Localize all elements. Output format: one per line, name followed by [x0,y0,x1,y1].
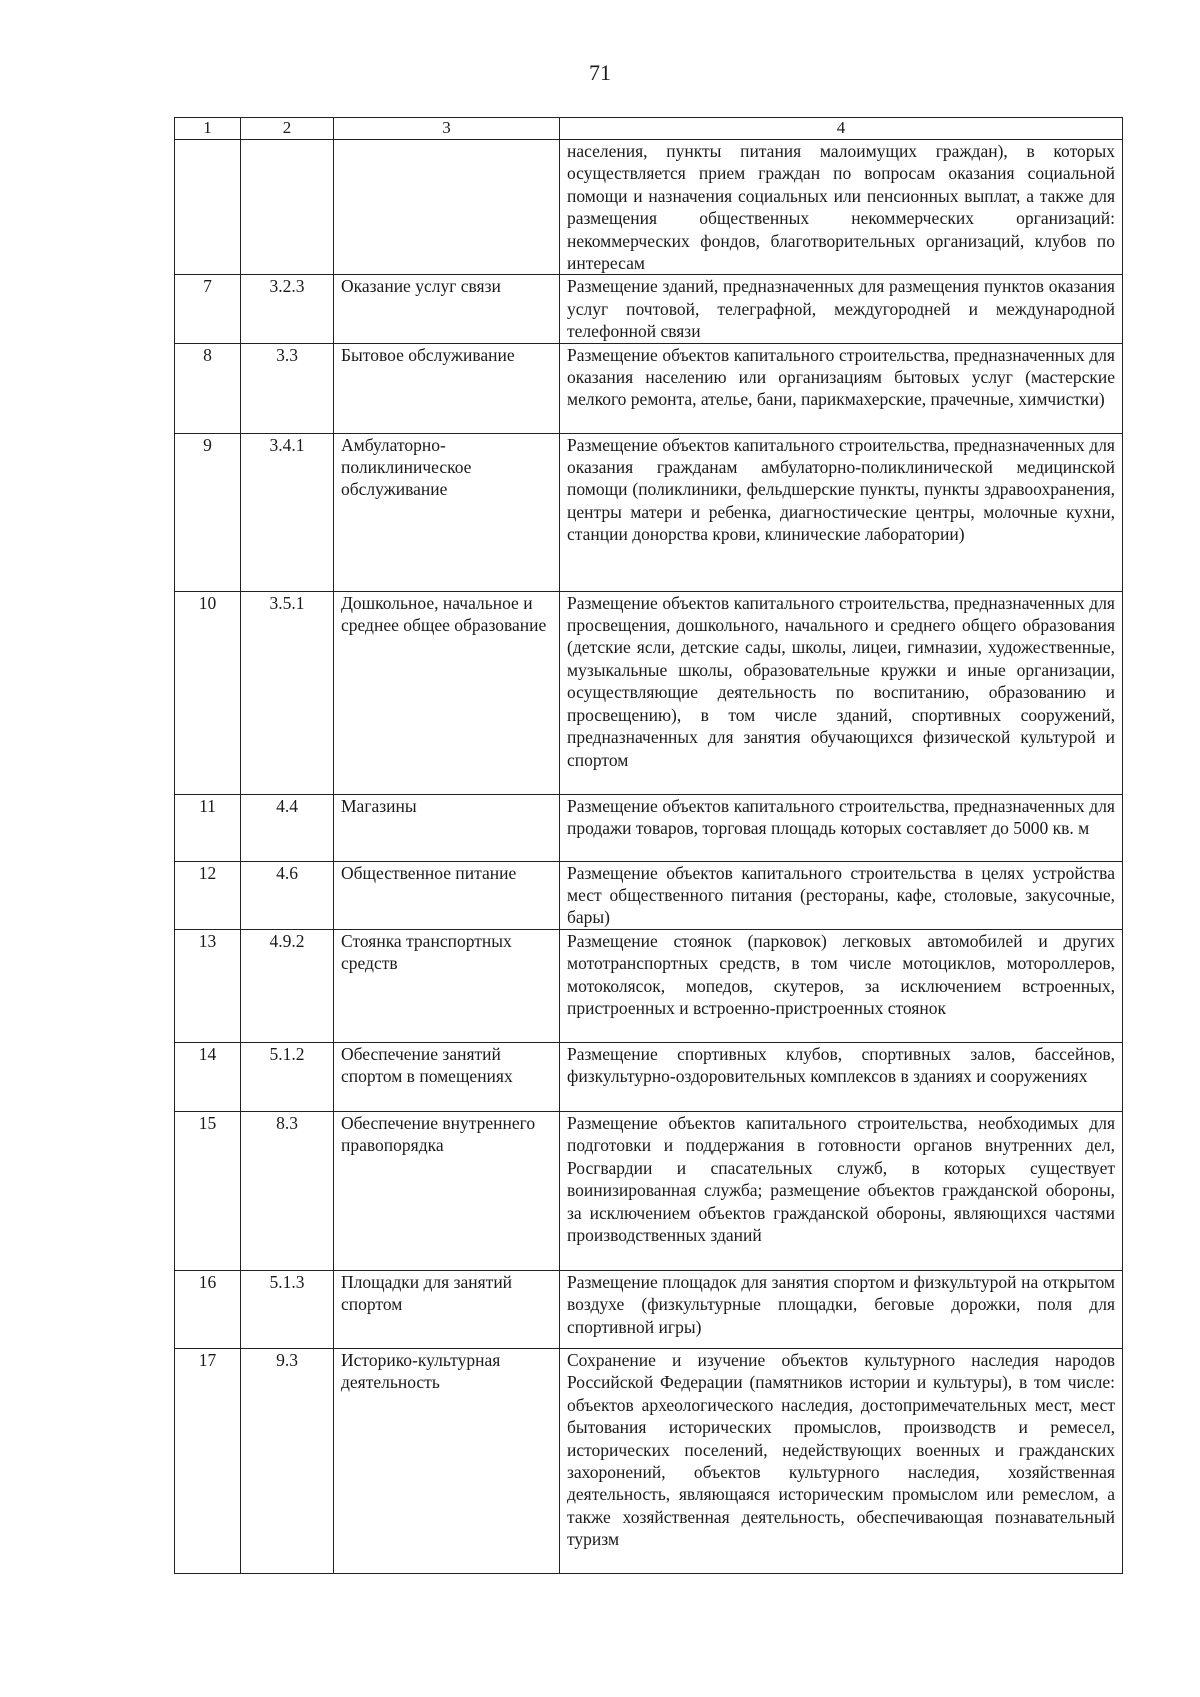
row-description: Размещение площадок для занятия спортом и физкультурой на открытом воздухе (физкультурные площадки, беговые дорожки, поля для спортивной игры) [560,1270,1123,1348]
row-code: 3.4.1 [241,433,334,591]
table-row [175,1348,1123,1573]
table-row [175,929,1123,1042]
row-name [334,140,560,275]
row-number: 7 [175,275,241,343]
row-number: 10 [175,591,241,794]
row-description: Размещение спортивных клубов, спортивных залов, бассейнов, физкультурно-оздоровительных комплексов в зданиях и сооружениях [560,1042,1123,1111]
header-col-2: 2 [241,118,334,140]
table-row [175,794,1123,861]
row-number: 17 [175,1348,241,1573]
row-name: Амбулаторно-поликлиническое обслуживание [334,433,560,591]
page-number: 71 [589,60,611,85]
table-header-row [175,118,1123,140]
row-code: 4.4 [241,794,334,861]
row-description: Размещение объектов капитального строительства, предназначенных для просвещения, дошкольного, начального и среднего общего образования (детские ясли, детские сады, школы, лицеи, гимназии, художественные, музыкальные школы, образовательные кружки и иные организации, осуществляющие деятельность по воспитанию, образованию и просвещению), в том числе зданий, спортивных сооружений, предназначенных для занятия обучающихся физической культурой и спортом [560,591,1123,794]
row-number: 13 [175,929,241,1042]
row-name: Дошкольное, начальное и среднее общее образование [334,591,560,794]
row-description: Размещение объектов капитального строительства, предназначенных для оказания гражданам амбулаторно-поликлинической медицинской помощи (поликлиники, фельдшерские пункты, пункты здравоохранения, центры матери и ребенка, диагностические центры, молочные кухни, станции донорства крови, клинические лаборатории) [560,433,1123,591]
row-description: Размещение объектов капитального строительства в целях устройства мест общественного питания (рестораны, кафе, столовые, закусочные, бары) [560,861,1123,929]
header-col-3: 3 [334,118,560,140]
row-name: Историко-культурная деятельность [334,1348,560,1573]
row-number: 8 [175,343,241,433]
row-number: 12 [175,861,241,929]
row-name: Обеспечение занятий спортом в помещениях [334,1042,560,1111]
header-col-1: 1 [175,118,241,140]
table-row [175,861,1123,929]
header-col-4: 4 [560,118,1123,140]
row-number: 16 [175,1270,241,1348]
table-row [175,1042,1123,1111]
row-description: населения, пункты питания малоимущих граждан), в которых осуществляется прием граждан по вопросам оказания социальной помощи и назначения социальных или пенсионных выплат, а также для размещения общественных некоммерческих организаций: некоммерческих фондов, благотворительных организаций, клубов по интересам [560,140,1123,275]
row-code: 8.3 [241,1111,334,1270]
row-name: Магазины [334,794,560,861]
row-number [175,140,241,275]
row-description: Сохранение и изучение объектов культурного наследия народов Российской Федерации (памятников истории и культуры), в том числе: объектов археологического наследия, достопримечательных мест, мест бытования исторических промыслов, производств и ремесел, исторических поселений, недействующих военных и гражданских захоронений, объектов культурного наследия, хозяйственная деятельность, являющаяся историческим промыслом или ремеслом, а также хозяйственная деятельность, обеспечивающая познавательный туризм [560,1348,1123,1573]
row-number: 9 [175,433,241,591]
row-number: 11 [175,794,241,861]
table-row [175,1111,1123,1270]
row-name: Обеспечение внутреннего правопорядка [334,1111,560,1270]
row-number: 14 [175,1042,241,1111]
row-code: 3.3 [241,343,334,433]
row-code: 9.3 [241,1348,334,1573]
row-description: Размещение зданий, предназначенных для размещения пунктов оказания услуг почтовой, телеграфной, междугородней и международной телефонной связи [560,275,1123,343]
row-name: Стоянка транспортных средств [334,929,560,1042]
row-description: Размещение объектов капитального строительства, предназначенных для оказания населению или организациям бытовых услуг (мастерские мелкого ремонта, ателье, бани, парикмахерские, прачечные, химчистки) [560,343,1123,433]
row-name: Бытовое обслуживание [334,343,560,433]
row-description: Размещение стоянок (парковок) легковых автомобилей и других мототранспортных средств, в том числе мотоциклов, мотороллеров, мотоколясок, мопедов, скутеров, за исключением встроенных, пристроенных и встроенно-пристроенных стоянок [560,929,1123,1042]
row-code: 4.9.2 [241,929,334,1042]
row-name: Оказание услуг связи [334,275,560,343]
row-code: 5.1.3 [241,1270,334,1348]
row-description: Размещение объектов капитального строительства, необходимых для подготовки и поддержания в готовности органов внутренних дел, Росгвардии и спасательных служб, в которых существует воинизированная служба; размещение объектов гражданской обороны, за исключением объектов гражданской обороны, являющихся частями производственных зданий [560,1111,1123,1270]
row-code: 3.5.1 [241,591,334,794]
table-row [175,275,1123,343]
row-code [241,140,334,275]
table-row [175,433,1123,591]
row-code: 5.1.2 [241,1042,334,1111]
row-name: Площадки для занятий спортом [334,1270,560,1348]
table-row [175,140,1123,275]
row-code: 4.6 [241,861,334,929]
land-use-table [174,117,1123,1574]
row-name: Общественное питание [334,861,560,929]
table-row [175,1270,1123,1348]
table-row [175,591,1123,794]
table-row [175,343,1123,433]
row-description: Размещение объектов капитального строительства, предназначенных для продажи товаров, торговая площадь которых составляет до 5000 кв. м [560,794,1123,861]
row-number: 15 [175,1111,241,1270]
row-code: 3.2.3 [241,275,334,343]
